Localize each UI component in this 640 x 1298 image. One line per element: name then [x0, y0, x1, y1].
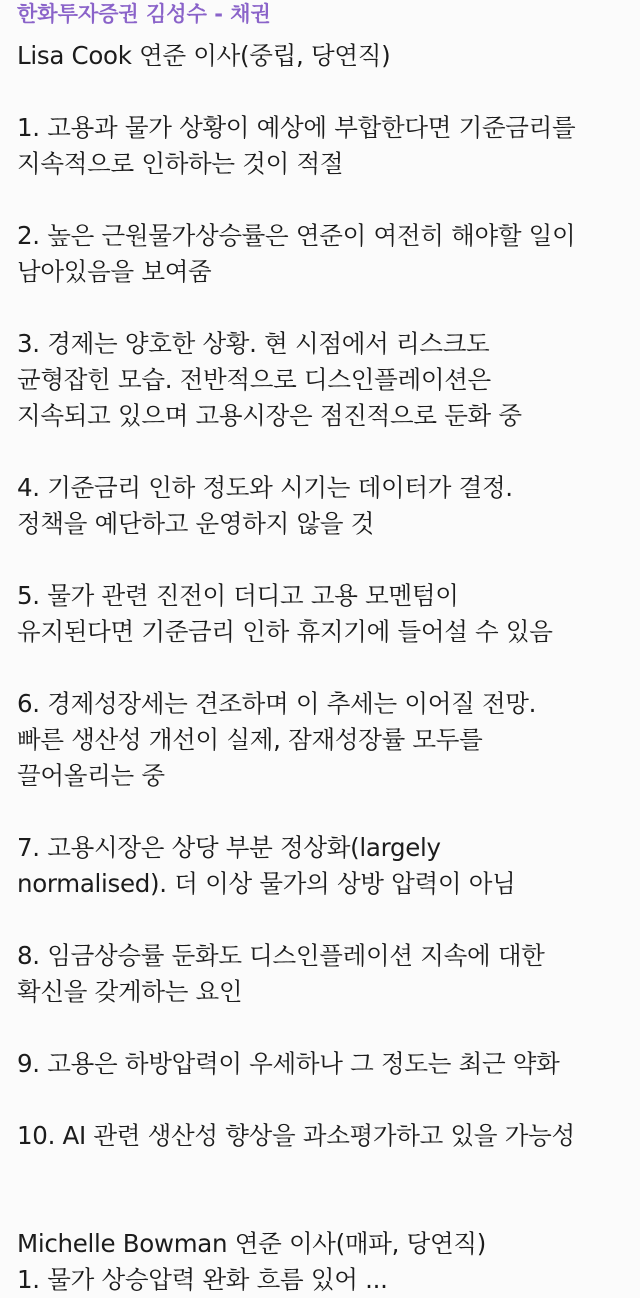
truncated-line: 1. 물가 상승압력 완화 흐름 있어 ...: [17, 1265, 388, 1294]
point-line: 지속되고 있으며 고용시장은 점진적으로 둔화 중: [17, 401, 522, 430]
point-line: 끌어올리는 중: [17, 761, 165, 790]
message-body: [17, 38, 632, 1262]
spacer: [17, 1154, 632, 1190]
point-line: 지속적으로 인하하는 것이 적절: [17, 149, 344, 178]
spacer: [17, 794, 632, 830]
point-line: 빠른 생산성 개선이 실제, 잠재성장률 모두를: [17, 725, 483, 754]
point-line: normalised). 더 이상 물가의 상방 압력이 아님: [17, 869, 516, 898]
point-line: 8. 임금상승률 둔화도 디스인플레이션 지속에 대한: [17, 941, 545, 970]
speaker-heading: Lisa Cook 연준 이사(중립, 당연직): [17, 41, 391, 70]
point-line: 2. 높은 근원물가상승률은 연준이 여전히 해야할 일이: [17, 221, 576, 250]
spacer: [17, 650, 632, 686]
spacer: [17, 182, 632, 218]
point-line: 3. 경제는 양호한 상황. 현 시점에서 리스크도: [17, 329, 490, 358]
point-line: 정책을 예단하고 운영하지 않을 것: [17, 509, 375, 538]
spacer: [17, 1010, 632, 1046]
spacer: [17, 542, 632, 578]
spacer: [17, 902, 632, 938]
spacer: [17, 1082, 632, 1118]
point-line: 남아있음을 보여줌: [17, 257, 212, 286]
point-line: 5. 물가 관련 진전이 더디고 고용 모멘텀이: [17, 581, 459, 610]
point-line: 4. 기준금리 인하 정도와 시기는 데이터가 결정.: [17, 473, 513, 502]
point-line: 10. AI 관련 생산성 향상을 과소평가하고 있을 가능성: [17, 1121, 575, 1150]
point-line: 확신을 갖게하는 요인: [17, 977, 243, 1006]
speaker-heading: Michelle Bowman 연준 이사(매파, 당연직): [17, 1229, 487, 1258]
point-line: 7. 고용시장은 상당 부분 정상화(largely: [17, 833, 441, 862]
point-line: 균형잡힌 모습. 전반적으로 디스인플레이션은: [17, 365, 491, 394]
spacer: [17, 434, 632, 470]
point-line: 6. 경제성장세는 견조하며 이 추세는 이어질 전망.: [17, 689, 537, 718]
point-line: 유지된다면 기준금리 인하 휴지기에 들어설 수 있음: [17, 617, 553, 646]
spacer: [17, 1190, 632, 1226]
channel-name: 한화투자증권 김성수 - 채권: [17, 2, 271, 26]
spacer: [17, 74, 632, 110]
point-line: 9. 고용은 하방압력이 우세하나 그 정도는 최근 약화: [17, 1049, 560, 1078]
spacer: [17, 290, 632, 326]
point-line: 1. 고용과 물가 상황이 예상에 부합한다면 기준금리를: [17, 113, 576, 142]
